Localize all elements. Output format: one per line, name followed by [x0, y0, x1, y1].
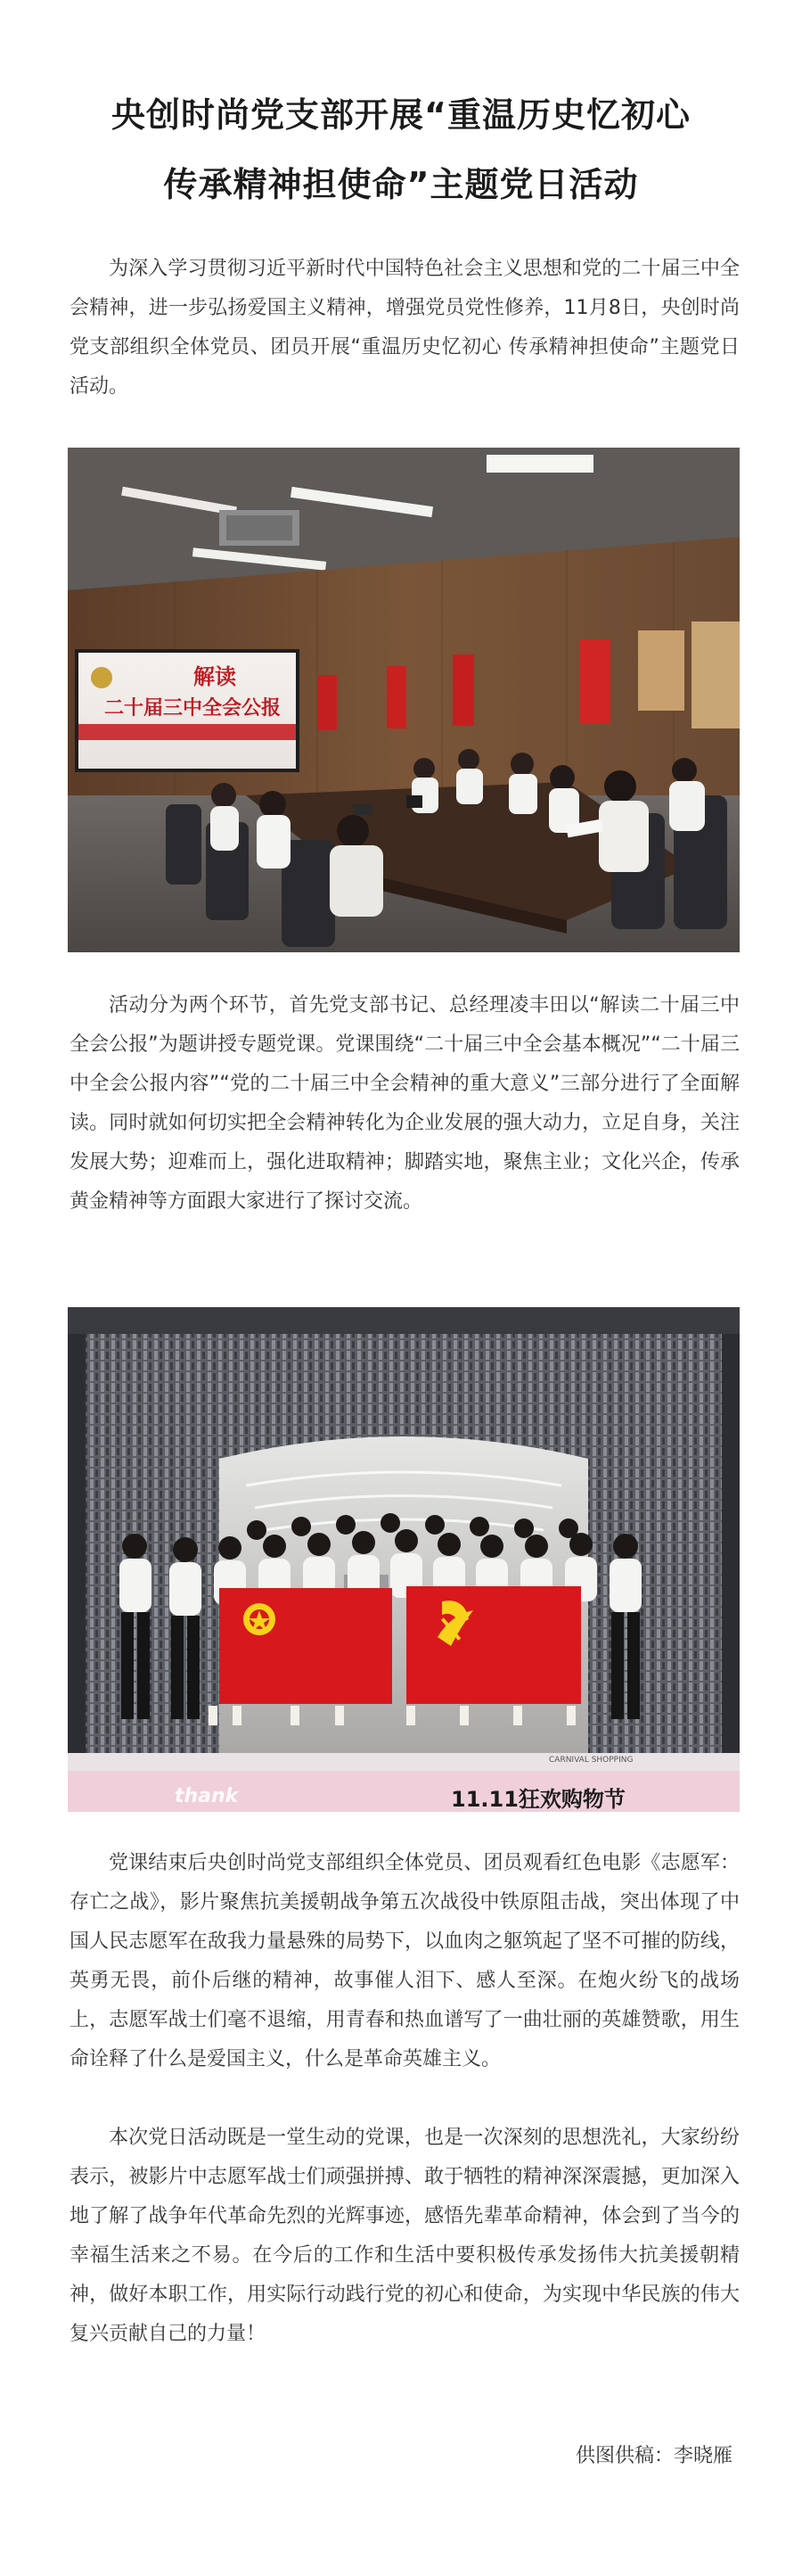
meeting-room-photo — [68, 448, 740, 952]
mall-banner-text: CARNIVAL SHOPPING — [549, 1756, 634, 1765]
screen-title: 解读 — [193, 664, 236, 689]
article-title-line-1: 央创时尚党支部开展“重温历史忆初心 — [111, 95, 691, 135]
floor-sign-text: 11.11狂欢购物节 — [451, 1787, 626, 1812]
paragraph-intro: 为深入学习贯彻习近平新时代中国特色社会主义思想和党的二十届三中全会精神，进一步弘扬爱国主义精神，增强党员党性修养，11月8日，央创时尚党支部组织全体党员、团员开展“重温历史忆初心 传承精神担使命”主题党日活动。 — [70, 258, 740, 398]
screen-subtitle: 二十届三中全会公报 — [103, 697, 282, 720]
paragraph-conclusion: 本次党日活动既是一堂生动的党课，也是一次深刻的思想洗礼，大家纷纷表示，被影片中志愿军战士们顽强拼搏、敢于牺牲的精神深深震撼，更加深入地了解了战争年代革命先烈的光辉事迹，感悟先辈革命精神，体会到了当今的幸福生活来之不易。在今后的工作和生活中要积极传承发扬伟大抗美援朝精神，做好本职工作，用实际行动践行党的初心和使命，为实现中华民族的伟大复兴贡献自己的力量！ — [70, 2127, 740, 2345]
paragraph-film: 党课结束后央创时尚党支部组织全体党员、团员观看红色电影《志愿军：存亡之战》，影片聚焦抗美援朝战争第五次战役中铁原阻击战，突出体现了中国人民志愿军在敌我力量悬殊的局势下，以血肉之躯筑起了坚不可摧的防线，英勇无畏，前仆后继的精神，故事催人泪下、感人至深。在炮火纷飞的战场上，志愿军战士们毫不退缩，用青春和热血谱写了一曲壮丽的英雄赞歌，用生命诠释了什么是爱国主义，什么是革命英雄主义。 — [70, 1852, 740, 2070]
svg-text:thank: thank — [175, 1785, 239, 1807]
paragraph-lecture: 活动分为两个环节，首先党支部书记、总经理凌丰田以“解读二十届三中全会公报”为题讲授专题党课。党课围绕“二十届三中全会基本概况”“二十届三中全会公报内容”“党的二十届三中全会精神的重大意义”三部分进行了全面解读。同时就如何切实把全会精神转化为企业发展的强大动力，立足自身，关注发展大势；迎难而上，强化进取精神；脚踏实地，聚焦主业；文化兴企，传承黄金精神等方面跟大家进行了探讨交流。 — [70, 994, 740, 1213]
group-flag-photo — [68, 1307, 740, 1812]
article-title-line-2: 传承精神担使命”主题党日活动 — [163, 165, 639, 204]
photo-credit: 供图供稿：李晓雁 — [575, 2445, 732, 2467]
